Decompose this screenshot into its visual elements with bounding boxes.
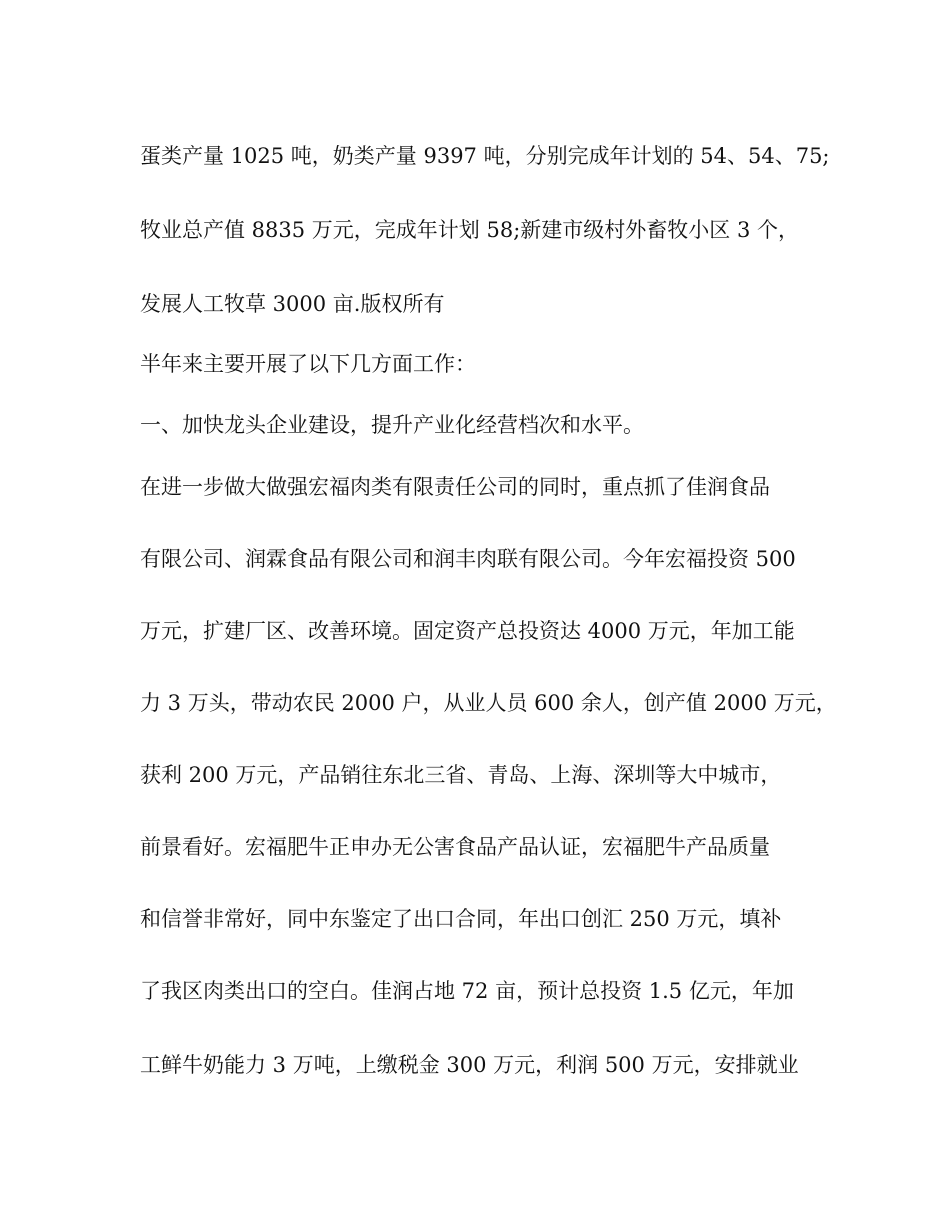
text-line: 半年来主要开展了以下几方面工作：	[140, 352, 476, 376]
text-line: 工鲜牛奶能力 3 万吨，上缴税金 300 万元，利润 500 万元，安排就业	[140, 1053, 799, 1077]
text-line: 蛋类产量 1025 吨，奶类产量 9397 吨，分别完成年计划的 54、54、75;	[140, 144, 830, 168]
text-line: 前景看好。宏福肥牛正申办无公害食品产品认证，宏福肥牛产品质量	[140, 835, 770, 859]
text-line: 牧业总产值 8835 万元，完成年计划 58;新建市级村外畜牧小区 3 个，	[140, 218, 799, 242]
text-line: 力 3 万头，带动农民 2000 户，从业人员 600 余人，创产值 2000 万元，	[140, 691, 837, 715]
text-line: 在进一步做大做强宏福肉类有限责任公司的同时，重点抓了佳润食品	[140, 475, 770, 499]
text-line: 和信誉非常好，同中东鉴定了出口合同，年出口创汇 250 万元，填补	[140, 907, 782, 931]
text-line: 发展人工牧草 3000 亩.版权所有	[140, 292, 445, 316]
text-line: 获利 200 万元，产品销往东北三省、青岛、上海、深圳等大中城市，	[140, 763, 782, 787]
text-line: 了我区肉类出口的空白。佳润占地 72 亩，预计总投资 1.5 亿元，年加	[140, 979, 794, 1003]
text-line: 万元，扩建厂区、改善环境。固定资产总投资达 4000 万元，年加工能	[140, 619, 795, 643]
text-line: 有限公司、润霖食品有限公司和润丰肉联有限公司。今年宏福投资 500	[140, 547, 796, 571]
section-heading: 一、加快龙头企业建设，提升产业化经营档次和水平。	[140, 413, 644, 437]
